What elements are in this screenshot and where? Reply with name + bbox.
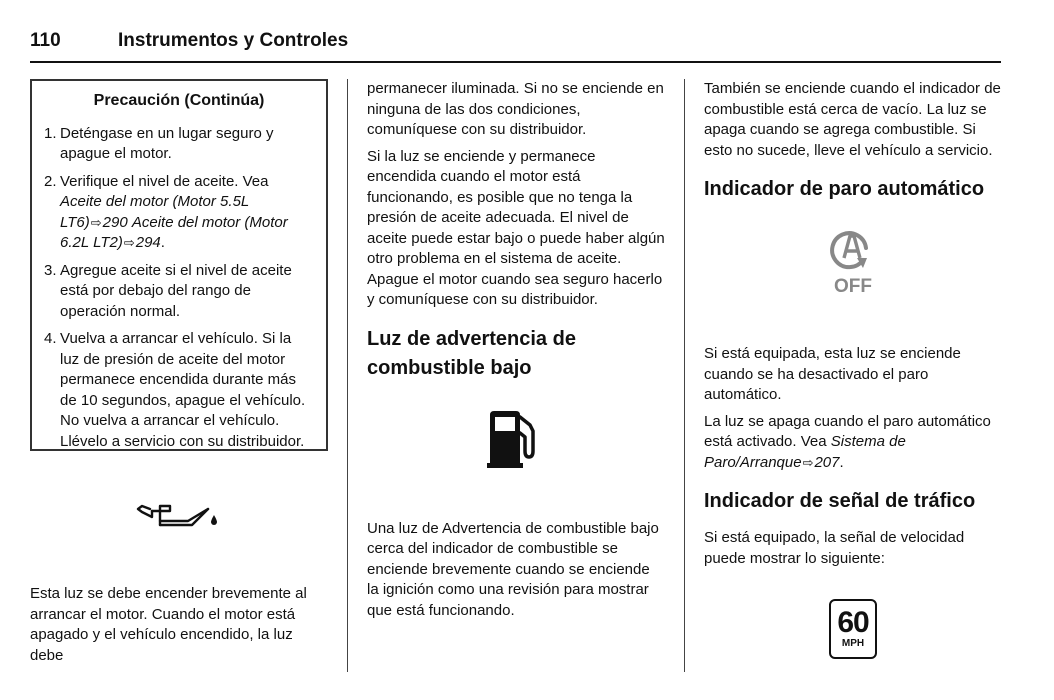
caution-box (30, 79, 328, 451)
page-reference-arrow-icon: ⇨ (802, 454, 814, 470)
list-item: 3. Agregue aceite si el nivel de aceite está por debajo del rango de operación normal. (44, 261, 292, 320)
column-divider-1 (347, 79, 348, 672)
paragraph: Si está equipado, la señal de velocidad puede mostrar lo siguiente: (704, 529, 965, 567)
paragraph: permanecer iluminada. Si no se enciende en ninguna de las dos condiciones, comuníquese con su distribuidor. (367, 80, 664, 138)
fuel-warning-heading: Luz de advertencia de combustible bajo (367, 327, 576, 379)
column-3 (704, 79, 1002, 659)
page-reference[interactable]: 294 (135, 234, 161, 251)
caution-title: Precaución (Continúa) (93, 92, 265, 109)
section-title: Instrumentos y Controles (118, 30, 349, 51)
list-item: 2. Verifique el nivel de aceite. Vea Aceite del motor (Motor 5.5L LT6)⇨290 Aceite del motor (Motor 6.2L LT2)⇨294. (44, 172, 288, 251)
paragraph: Si está equipada, esta luz se enciende cuando se ha desactivado el paro automático. (704, 345, 961, 403)
page-reference[interactable]: 290 (102, 213, 128, 231)
oil-pressure-icon (30, 499, 328, 539)
paragraph: También se enciende cuando el indicador de combustible está cerca de vacío. La luz se apaga cuando se agrega combustible. Si esto no sucede, lleve el vehículo a servicio. (704, 80, 1001, 159)
column-2 (367, 79, 665, 627)
cross-reference-link[interactable]: Sistema de Paro/Arranque (704, 433, 906, 471)
auto-stop-heading: Indicador de paro automático (704, 178, 985, 200)
fuel-light-description: Una luz de Advertencia de combustible bajo cerca del indicador de combustible se enciende brevemente cuando se enciende la ignición como una revisión para mostrar que está funcionando. (367, 519, 659, 619)
page-reference[interactable]: 207 (814, 453, 840, 471)
auto-stop-off-icon (704, 224, 1002, 300)
speed-limit-unit: MPH (841, 638, 865, 649)
list-item: 4. Vuelva a arrancar el vehículo. Si la luz de presión de aceite del motor permanece encendida durante más de 10 segundos, apague el vehículo. No vuelva a arrancar el vehículo. Llévelo a servicio con su distribuidor. (44, 330, 306, 450)
cross-reference-link[interactable]: Aceite del motor (Motor 6.2L LT2) (60, 213, 288, 251)
fuel-pump-icon (367, 405, 665, 477)
traffic-sign-heading: Indicador de señal de tráfico (704, 490, 976, 512)
speed-limit-sign-icon (704, 599, 1002, 659)
cross-reference-link[interactable]: Aceite del motor (Motor 5.5L LT6) (60, 193, 249, 231)
caution-steps (44, 124, 314, 453)
column-1 (30, 79, 328, 672)
page-reference-arrow-icon: ⇨ (123, 235, 135, 250)
page-number: 110 (30, 30, 61, 51)
paragraph: Si la luz se enciende y permanece encendida cuando el motor está funcionando, es posible que no tenga la presión de aceite adecuada. El nivel de aceite puede estar bajo o puede haber algún otro problema en el sistema de aceite. Apague el motor cuando sea seguro hacerlo y comuníquese con su distribuidor. (367, 147, 665, 308)
column-divider-2 (684, 79, 685, 672)
page-reference-arrow-icon: ⇨ (90, 214, 102, 230)
auto-stop-off-label: OFF (834, 276, 872, 297)
auto-stop-reference-paragraph: La luz se apaga cuando el paro automático está activado. Vea Sistema de Paro/Arranque⇨207. (704, 412, 991, 471)
speed-limit-value: 60 (837, 606, 869, 639)
list-item: 1. Deténgase en un lugar seguro y apague el motor. (44, 124, 274, 162)
oil-light-description: Esta luz se debe encender brevemente al arrancar el motor. Cuando el motor está apagado y el vehículo encendido, la luz debe (30, 585, 307, 664)
header-rule (30, 61, 1001, 63)
